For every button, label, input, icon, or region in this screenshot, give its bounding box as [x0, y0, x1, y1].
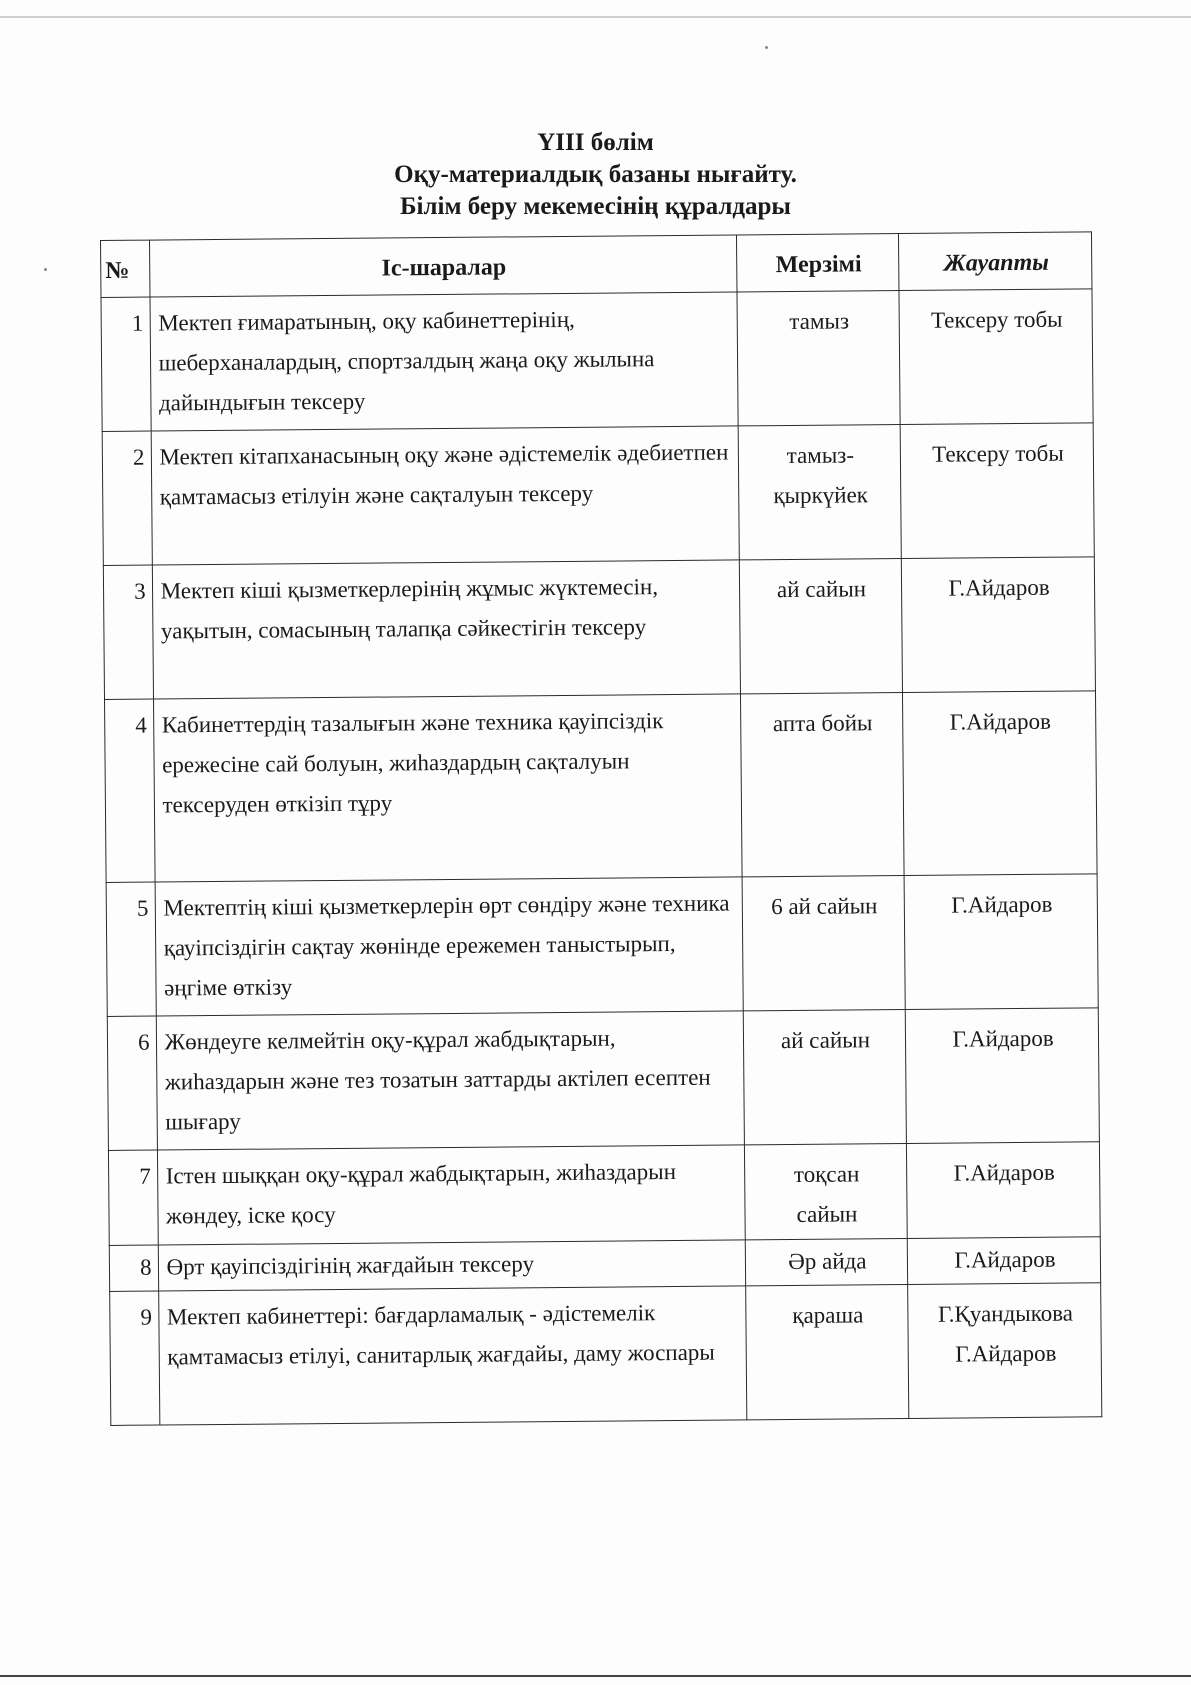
row-deadline — [738, 425, 902, 560]
row-activity: Мектеп ғимаратының, оқу кабинеттерінің, шеберханалардың, спортзалдың жаңа оқу жылына дайындығын тексеру — [150, 292, 738, 431]
deadline-line: ай сайын — [776, 576, 867, 603]
responsible-line: Г.Айдаров — [948, 574, 1050, 601]
row-responsible — [907, 1237, 1100, 1285]
header-responsible: Жауапты — [899, 232, 1092, 291]
row-activity: Істен шыққан оқу-құрал жабдықтарын, жиһаздарын жөндеу, іске қосу — [157, 1145, 745, 1245]
row-deadline — [743, 1010, 907, 1145]
row-deadline — [740, 693, 904, 877]
table-row — [103, 557, 1095, 700]
header-deadline: Мерзімі — [736, 234, 899, 292]
responsible-line: Тексеру тобы — [930, 306, 1063, 333]
row-number: 1 — [101, 297, 151, 431]
row-activity: Мектеп кабинеттері: бағдарламалық - әдістемелік қамтамасыз етілуі, санитарлық жағдайы, даму жоспары — [158, 1286, 746, 1425]
table-row — [108, 1142, 1100, 1246]
table-body — [101, 289, 1102, 1426]
plan-table-wrapper — [100, 231, 1102, 1426]
deadline-line: қыркүйек — [773, 482, 869, 509]
scan-speck — [44, 268, 47, 271]
row-activity: Кабинеттердің тазалығын және техника қауіпсіздік ережесіне сай болуын, жиһаздардың сақталуын тексеруден өткізіп тұру — [153, 694, 742, 882]
responsible-line: Г.Айдаров — [953, 1159, 1055, 1186]
row-number: 7 — [108, 1150, 157, 1245]
row-deadline — [745, 1284, 909, 1419]
row-activity: Өрт қауіпсіздігінің жағдайын тексеру — [158, 1240, 745, 1291]
row-deadline — [737, 291, 901, 426]
row-activity: Мектеп кіші қызметкерлерінің жұмыс жүктемесін, уақытын, сомасының талапқа сәйкестігін тексеру — [152, 560, 740, 699]
table-row — [102, 423, 1094, 566]
table-row — [105, 691, 1098, 883]
scan-edge-top — [0, 16, 1191, 18]
row-number: 3 — [103, 565, 153, 699]
row-responsible — [900, 423, 1094, 559]
scan-speck — [765, 46, 768, 49]
responsible-line: Г.Айдаров — [951, 891, 1053, 918]
row-number: 9 — [110, 1291, 160, 1425]
scan-edge-bottom — [0, 1675, 1191, 1677]
header-number: № — [101, 240, 150, 297]
row-number: 8 — [109, 1245, 158, 1291]
table-row — [107, 1008, 1099, 1151]
deadline-line: Әр айда — [788, 1248, 867, 1275]
row-number: 5 — [106, 882, 156, 1016]
deadline-line: апта бойы — [772, 710, 873, 737]
row-responsible — [904, 874, 1098, 1010]
section-title: Оқу-материалдық базаны нығайту. — [394, 161, 797, 188]
responsible-line: Г.Қуандыкова — [937, 1300, 1074, 1327]
row-deadline — [739, 559, 903, 694]
row-activity: Мектеп кітапханасының оқу және әдістемелік әдебиетпен қамтамасыз етілуін және сақталуын тексеру — [151, 426, 739, 565]
row-responsible — [901, 557, 1095, 693]
responsible-line: Г.Айдаров — [949, 708, 1052, 735]
row-responsible — [903, 691, 1097, 876]
deadline-line: тоқсан — [793, 1161, 860, 1187]
deadline-line: 6 ай сайын — [771, 893, 878, 920]
row-activity: Мектептің кіші қызметкерлерін өрт сөндіру және техника қауіпсіздігін сақтау жөнінде ережемен таныстырып, әңгіме өткізу — [155, 877, 743, 1016]
deadline-line: ай сайын — [780, 1027, 871, 1054]
table-row — [106, 874, 1098, 1017]
row-number: 2 — [102, 431, 152, 565]
table-row — [101, 289, 1093, 432]
deadline-line: тамыз- — [786, 442, 855, 469]
plan-table — [100, 231, 1102, 1426]
row-deadline — [745, 1238, 908, 1285]
responsible-line: Г.Айдаров — [952, 1025, 1054, 1052]
document-heading — [0, 127, 1191, 223]
row-deadline — [744, 1143, 907, 1239]
section-subtitle: Білім беру мекемесінің құралдары — [400, 193, 791, 220]
deadline-line: қараша — [792, 1302, 864, 1328]
row-responsible — [907, 1142, 1101, 1239]
row-activity: Жөндеуге келмейтін оқу-құрал жабдықтарын, жиһаздарын және тез тозатын заттарды актілеп есептен шығару — [156, 1011, 744, 1150]
table-header-row — [101, 232, 1092, 298]
deadline-line: тамыз — [789, 308, 850, 334]
row-responsible — [899, 289, 1093, 425]
responsible-line: Г.Айдаров — [954, 1246, 1056, 1273]
section-number: YIII бөлім — [537, 129, 654, 156]
row-deadline — [742, 876, 906, 1011]
row-responsible — [905, 1008, 1099, 1144]
row-number: 4 — [105, 699, 155, 882]
row-number: 6 — [107, 1016, 157, 1150]
responsible-line: Г.Айдаров — [955, 1340, 1057, 1367]
header-activity: Іс-шаралар — [149, 235, 737, 297]
row-responsible — [908, 1283, 1102, 1419]
responsible-line: Тексеру тобы — [932, 440, 1064, 467]
table-row — [110, 1283, 1102, 1426]
deadline-line: сайын — [796, 1201, 858, 1227]
